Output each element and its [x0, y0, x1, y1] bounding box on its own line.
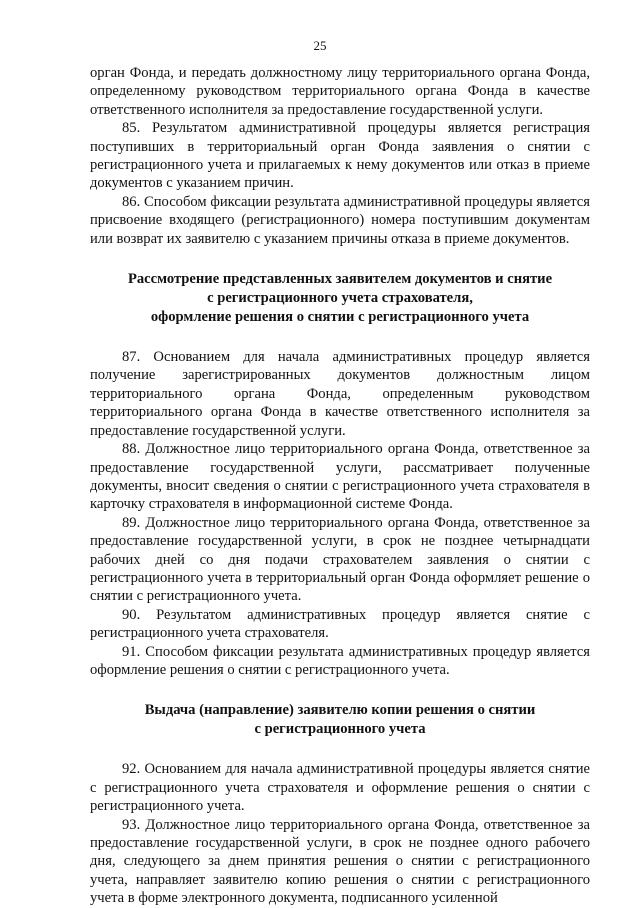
section-heading-line: с регистрационного учета [254, 721, 426, 738]
section-heading-line: Рассмотрение представленных заявителем документов и снятие [127, 271, 553, 288]
paragraph: 93. Должностное лицо территориального органа Фонда, ответственное за предоставление государственной услуги, в срок не позднее одного рабочего дня, следующего за днем принятия решения о снятии с регистрационного учета, направляет заявителю копию решения о снятии с регистрационного учета в форме электронного документа, подписанного усиленной [90, 816, 590, 907]
paragraph: 90. Результатом административных процедур является снятие с регистрационного учета страхователя. [90, 606, 590, 642]
paragraph: 86. Способом фиксации результата административной процедуры является присвоение входящего (регистрационного) номера поступившим документам или возврат их заявителю с указанием причины отказа в приеме документов. [90, 193, 590, 247]
document-body [90, 64, 590, 908]
paragraph: 85. Результатом административной процедуры является регистрация поступивших в территориальный орган Фонда заявления о снятии с регистрационного учета и прилагаемых к нему документов или отказ в приеме документов с указанием причин. [90, 120, 590, 192]
page-number: 25 [313, 38, 327, 53]
paragraph: 88. Должностное лицо территориального органа Фонда, ответственное за предоставление государственной услуги, рассматривает полученные документы, вносит сведения о снятии с регистрационного учета страхователя в карточку страхователя в информационной системе Фонда. [90, 441, 590, 513]
paragraph: орган Фонда, и передать должностному лицу территориального органа Фонда, определенному руководством территориального органа Фонда в качестве ответственного исполнителя за предоставление государственной услуги. [90, 65, 590, 118]
section-heading [90, 270, 590, 327]
paragraph: 89. Должностное лицо территориального органа Фонда, ответственное за предоставление государственной услуги, в срок не позднее четырнадцати рабочих дней со дня подачи страхователем заявления о снятии с регистрационного учета в территориальный орган Фонда оформляет решение о снятии с регистрационного учета. [90, 514, 590, 605]
paragraph: 92. Основанием для начала административной процедуры является снятие с регистрационного учета страхователя и оформление решения о снятии с регистрационного учета. [90, 761, 590, 815]
section-heading [90, 701, 590, 739]
section-heading-line: оформление решения о снятии с регистрационного учета [150, 309, 530, 326]
section-heading-line: с регистрационного учета страхователя, [207, 290, 473, 307]
section-heading-line: Выдача (направление) заявителю копии решения о снятии [144, 702, 536, 719]
paragraph: 91. Способом фиксации результата административных процедур является оформление решения о снятии с регистрационного учета. [90, 643, 590, 678]
paragraph: 87. Основанием для начала административных процедур является получение зарегистрированных документов должностным лицом территориального органа Фонда, определенным руководством территориального органа Фонда в качестве ответственного исполнителя за предоставление государственной услуги. [90, 349, 590, 439]
